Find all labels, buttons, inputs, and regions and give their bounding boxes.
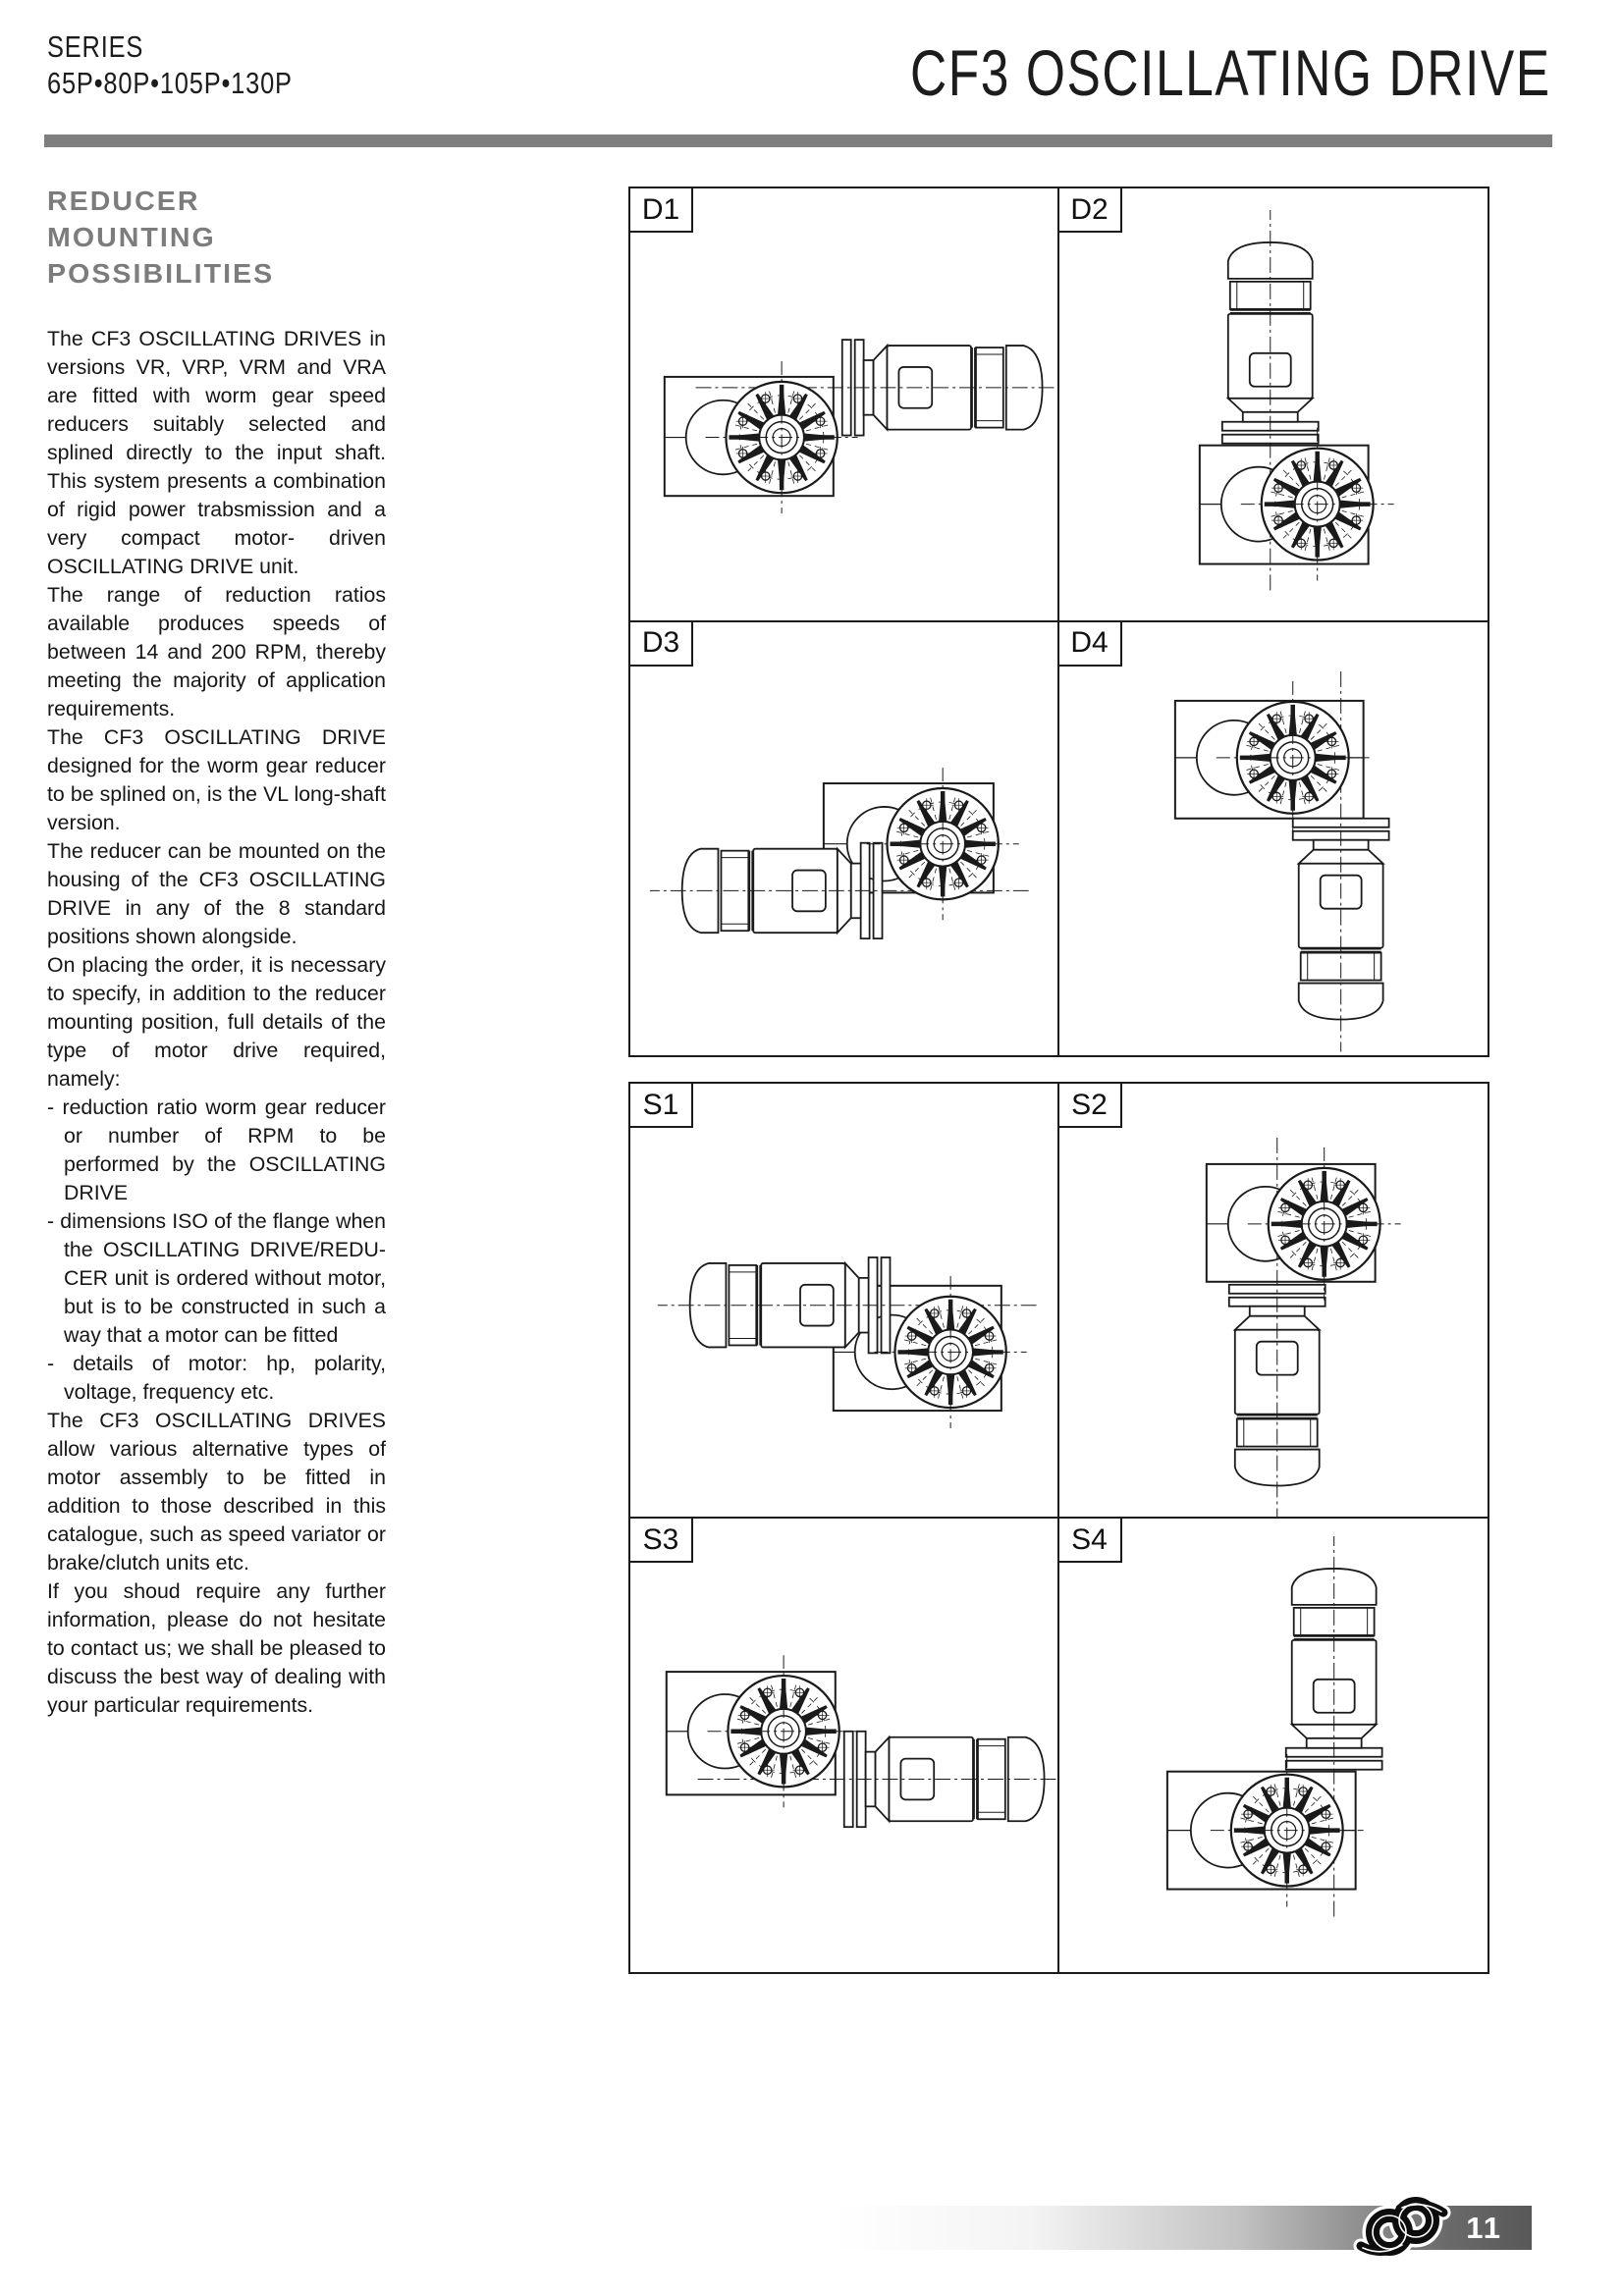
section-heading-line3: POSSIBILITIES [47, 258, 275, 289]
header-divider-bar [44, 134, 1552, 147]
cell-label-s1: S1 [630, 1084, 693, 1128]
cell-label-d3: D3 [630, 622, 693, 667]
mounting-positions-grid-d [628, 187, 1489, 1057]
technical-drawing-s4 [1059, 1519, 1488, 1972]
paragraph: The reducer can be mounted on the housing of the CF3 OSCILLATING DRIVE in any of the 8 standard positions shown alongside. [47, 839, 386, 948]
mounting-position-cell-s3 [630, 1519, 1059, 1972]
technical-drawing-d3 [630, 622, 1057, 1056]
mounting-position-cell-s1 [630, 1084, 1059, 1519]
technical-drawing-d1 [630, 188, 1057, 620]
bullet-item: - reduction ratio worm gear reducer or number of RPM to be performed by the OSCILLATING DRIVE [47, 1095, 386, 1204]
series-label: SERIES [47, 29, 144, 64]
bullet-item: - details of motor: hp, polarity, voltage, frequency etc. [47, 1352, 386, 1404]
technical-drawing-s3 [630, 1519, 1057, 1972]
page-title: CF3 OSCILLATING DRIVE [910, 36, 1551, 109]
bullet-item: - dimensions ISO of the flange when the OSCILLATING DRIVE/REDU-CER unit is ordered without motor, but is to be constructed in such a way that a motor can be fitted [47, 1209, 386, 1347]
technical-drawing-s1 [630, 1084, 1057, 1517]
technical-drawing-s2 [1059, 1084, 1488, 1517]
paragraph: The CF3 OSCILLATING DRIVE designed for the worm gear reducer to be splined on, is the VL long-shaft version. [47, 725, 386, 834]
brand-knot-logo-icon [1343, 2189, 1461, 2269]
technical-drawing-d2 [1059, 188, 1488, 620]
mounting-positions-grid-s [628, 1082, 1489, 1974]
mounting-position-cell-s2 [1059, 1084, 1488, 1519]
mounting-position-cell-d1 [630, 188, 1059, 622]
section-heading-line2: MOUNTING [47, 222, 216, 252]
body-text [47, 325, 386, 1720]
mounting-position-cell-d3 [630, 622, 1059, 1056]
cell-label-s2: S2 [1059, 1084, 1122, 1128]
cell-label-d1: D1 [630, 188, 693, 233]
mounting-position-cell-d4 [1059, 622, 1488, 1056]
section-heading [47, 183, 274, 292]
paragraph: If you shoud require any further information, please do not hesitate to contact us; we shall be pleased to discuss the best way of dealing with your particular requirements. [47, 1579, 386, 1717]
section-heading-line1: REDUCER [47, 186, 200, 216]
paragraph: The CF3 OSCILLATING DRIVES in versions VR, VRP, VRM and VRA are fitted with worm gear speed reducers suitably selected and splined directly to the input shaft. This system presents a combination of rigid power trabsmission and a very compact motor- driven OSCILLATING DRIVE unit. [47, 327, 386, 578]
cell-label-d4: D4 [1059, 622, 1122, 667]
paragraph: The range of reduction ratios available produces speeds of between 14 and 200 RPM, thereby meeting the majority of application requirements. [47, 583, 386, 721]
series-models: 65P•80P•105P•130P [47, 66, 293, 100]
cell-label-s3: S3 [630, 1519, 693, 1563]
paragraph: The CF3 OSCILLATING DRIVES allow various alternative types of motor assembly to be fitted in addition to those described in this catalogue, such as speed variator or brake/clutch units etc. [47, 1409, 386, 1575]
paragraph: On placing the order, it is necessary to specify, in addition to the reducer mounting position, full details of the type of motor drive required, namely: [47, 953, 386, 1091]
page-number: 11 [1466, 2210, 1502, 2245]
mounting-position-cell-d2 [1059, 188, 1488, 622]
cell-label-s4: S4 [1059, 1519, 1122, 1563]
cell-label-d2: D2 [1059, 188, 1122, 233]
mounting-position-cell-s4 [1059, 1519, 1488, 1972]
technical-drawing-d4 [1059, 622, 1488, 1056]
